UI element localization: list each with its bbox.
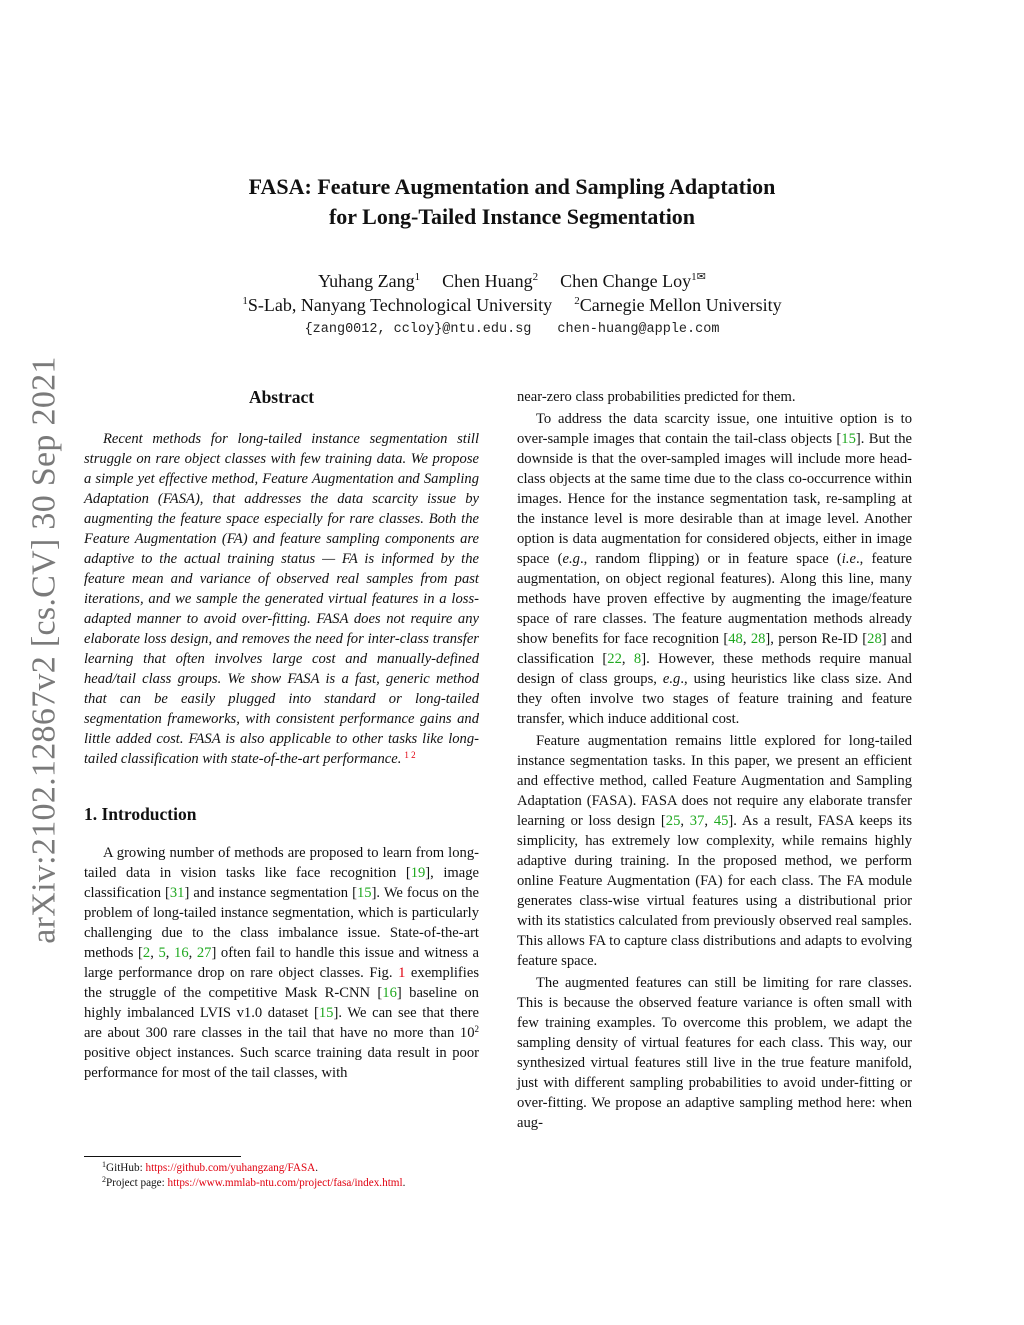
affil-mark: 2 [574,295,580,307]
citation-link[interactable]: 45 [713,813,729,829]
paper-title [0,172,1024,232]
body-paragraph: The augmented features can still be limiting for rare classes. This is because the observed feature variance is often small with few training examples. To overcome this problem, we adapt the sampling density of virtual features for each class. This way, our synthesized virtual features still live in the true feature manifold, just with different sampling probabilities to avoid under-fitting or over-fitting. We propose an adaptive sampling method here: when aug- [517,975,912,1131]
citation-link[interactable]: 15 [318,1005,334,1021]
figure-link[interactable]: 1 [398,965,406,981]
citation-link[interactable]: 31 [169,885,185,901]
citation-link[interactable]: 28 [750,631,766,647]
affiliation: S-Lab, Nanyang Technological University [247,295,553,315]
footnote-1: $^1$GitHub: https://github.com/yuhangzang/FASA. [102,1160,319,1174]
abstract-body: Recent methods for long-tailed instance segmentation still struggle on rare object classes with few training data. We propose a simple yet effective method, Feature Augmentation and Sampling Adaptation (FASA), that addresses the data scarcity issue by augmenting the feature space especially for rare classes. Both the Feature Augmentation (FA) and feature sampling components are adaptive to the actual training status — FA is informed by the feature mean and variance of observed real samples from past iterations, and we sample the generated virtual features in a loss-adapted manner to avoid over-fitting. FASA does not require any elaborate loss design, and removes the need for inter-class transfer learning that often involves large cost and manually-defined head/tail class groups. We show FASA is a fast, generic method that can be easily plugged into standard or long-tailed segmentation frameworks, with consistent performance gains and little added cost. FASA is also applicable to other tasks like long-tailed classification with state-of-the-art performance. [84,431,479,767]
citation-link[interactable]: 27 [196,945,212,961]
footnote-2: $^2$Project page: https://www.mmlab-ntu.com/project/fasa/index.html. [102,1175,406,1189]
author-name: Chen Huang [442,271,533,291]
continued-paragraph: near-zero class probabilities predicted for them. [517,389,796,405]
title-line-1: FASA: Feature Augmentation and Sampling Adaptation [248,174,776,199]
github-link[interactable]: https://github.com/yuhangzang/FASA [145,1162,316,1174]
citation-link[interactable]: 48 [728,631,743,647]
abstract-text [84,429,479,769]
citation-link[interactable]: 15 [841,431,856,447]
abstract-heading: Abstract [248,387,315,407]
footnotes [84,1156,479,1191]
citation-link[interactable]: 22 [607,651,622,667]
intro-paragraph: A growing number of methods are proposed to learn from long-tailed data in vision tasks like face recognition [19], image classification [31] and instance segmentation [15]. We focus on the problem of long-tailed instance segmentation, which is particularly challenging due to the class imbalance issue. State-of-the-art methods [2, 5, 16, 27] often fail to handle this issue and witness a large performance drop on rare object classes. Fig. 1 exemplifies the struggle of the competitive Mask R-CNN [16] baseline on highly imbalanced LVIS v1.0 dataset [15]. We can see that there are about 300 rare classes in the tail that have no more than $10^2$ positive object instances. Such scarce training data result in poor performance for most of the tail classes, with [84,845,480,1081]
section-heading: 1. Introduction [84,804,197,824]
citation-link[interactable]: 19 [410,865,426,881]
author-block [0,269,1024,317]
body-paragraph: Feature augmentation remains little explored for long-tailed instance segmentation tasks. In this paper, we present an efficient and effective method, called Feature Augmentation and Sampling Adaptation (FASA). FASA does not require any elaborate transfer learning or loss design [25, 37, 45]. As a result, FASA keeps its simplicity, has extremely low complexity, while remains highly adaptive during training. In the proposed method, we perform online Feature Augmentation (FA) for each class. The FA module generates class-wise virtual features using a distributional prior with its statistics calculated from previously observed real samples. This allows FA to capture class distributions and adapts to evolving feature space. [517,733,913,969]
author-names [0,269,1024,293]
citation-link[interactable]: 2 [142,945,151,961]
email: {zang0012, ccloy}@ntu.edu.sg [304,322,532,337]
arxiv-identifier: arXiv:2102.12867v2 [cs.CV] 30 Sep 2021 [26,356,63,944]
affiliation: Carnegie Mellon University [579,295,782,315]
affil-mark: 1 [242,295,248,307]
email: chen-huang@apple.com [557,322,720,337]
author-affiliations [0,293,1024,317]
author-emails [0,322,1024,337]
exponent: 2 [474,1024,479,1034]
right-column [517,387,912,1133]
body-paragraph: To address the data scarcity issue, one intuitive option is to over-sample images that contain the tail-class objects [15]. But the downside is that the over-sampled images will include more head-class objects at the same time due to the class co-occurrence within images. Hence for the instance segmentation task, re-sampling at the instance level is more desirable than at image level. Another option is data augmentation for considered objects, either in image space (e.g., random flipping) or in feature space (i.e., feature augmentation, on object regional features). Along this line, many methods have proven effective by augmenting the image/feature space of rare classes. The feature augmentation methods already show benefits for face recognition [48, 28], person Re-ID [28] and classification [22, 8]. However, these methods require manual design of class groups, e.g., using heuristics like class size. And they often involve two stages of feature training and feature transfer, which induce additional cost. [517,411,912,727]
title-line-2: for Long-Tailed Instance Segmentation [328,204,696,229]
citation-link[interactable]: 8 [633,651,642,667]
arxiv-side-stamp [20,355,70,945]
project-page-link[interactable]: https://www.mmlab-ntu.com/project/fasa/index.html [167,1177,403,1189]
footnote-divider [84,1156,241,1157]
author-affil-mark: 2 [532,271,539,283]
citation-link[interactable]: 25 [665,813,681,829]
citation-link[interactable]: 28 [867,631,882,647]
footnote-marks[interactable]: 1 2 [404,750,416,760]
citation-link[interactable]: 16 [174,945,189,961]
author-affil-mark: 1✉ [691,271,706,283]
citation-link[interactable]: 16 [382,985,397,1001]
citation-link[interactable]: 5 [158,945,166,961]
author-name: Chen Change Loy [560,271,692,291]
citation-link[interactable]: 37 [689,813,705,829]
author-affil-mark: 1 [414,271,421,283]
left-column [84,385,479,1083]
citation-link[interactable]: 15 [356,885,372,901]
author-name: Yuhang Zang [318,271,415,291]
